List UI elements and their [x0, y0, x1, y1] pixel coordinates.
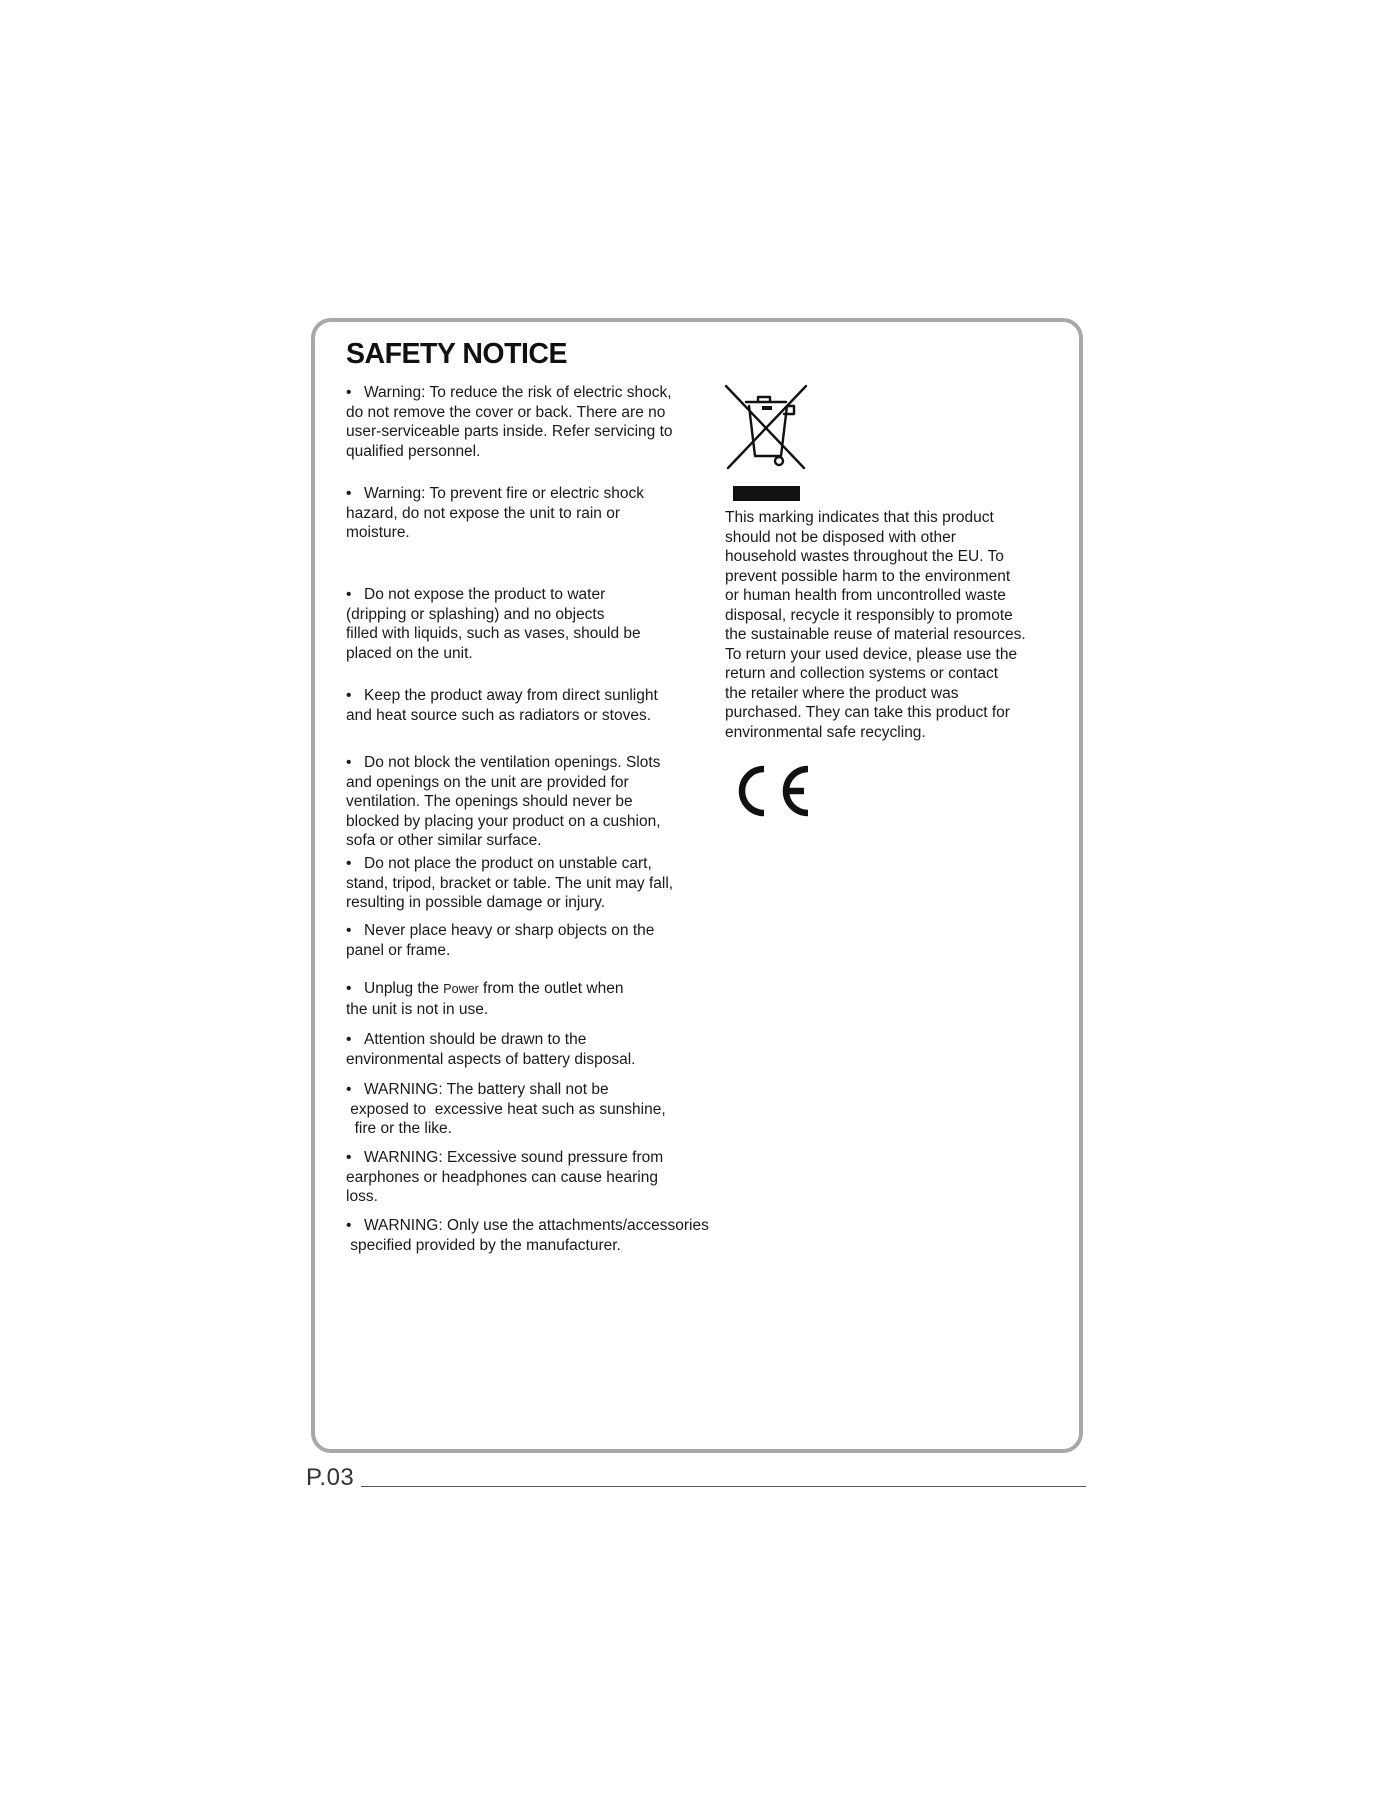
- weee-disposal-text: [725, 508, 1070, 742]
- page-number: P.03: [306, 1464, 355, 1491]
- notice-line: (dripping or splashing) and no objects: [346, 605, 605, 623]
- weee-text-line: the retailer where the product was: [725, 684, 959, 702]
- notice-line: • Never place heavy or sharp objects on the: [346, 922, 655, 939]
- weee-text-line: household wastes throughout the EU. To: [725, 548, 1004, 565]
- notice-item: [346, 1030, 766, 1069]
- crossed-out-wheelie-bin-icon: [724, 384, 808, 470]
- weee-text-line: the sustainable reuse of material resources.: [725, 626, 1026, 643]
- weee-text-line: disposal, recycle it responsibly to promote: [725, 606, 1013, 624]
- notice-item: [346, 854, 766, 913]
- bullet-icon: •: [346, 384, 352, 401]
- bullet-icon: •: [346, 1217, 352, 1234]
- notice-line: • Unplug the Power from the outlet when: [346, 980, 624, 997]
- notice-line: blocked by placing your product on a cushion,: [346, 812, 661, 830]
- notice-line: qualified personnel.: [346, 442, 481, 460]
- notice-item: [346, 1080, 766, 1139]
- notice-line: • WARNING: Only use the attachments/accessories: [346, 1217, 709, 1234]
- weee-text-line: To return your used device, please use the: [725, 645, 1018, 663]
- notice-line: filled with liquids, such as vases, should be: [346, 625, 641, 642]
- bullet-icon: •: [346, 1031, 352, 1048]
- bullet-icon: •: [346, 1149, 352, 1166]
- notice-item: [346, 753, 766, 851]
- notice-line: environmental aspects of battery disposal.: [346, 1050, 636, 1068]
- notice-line: moisture.: [346, 524, 410, 541]
- bullet-icon: •: [346, 922, 352, 939]
- notice-line: specified provided by the manufacturer.: [346, 1236, 621, 1254]
- notice-item: [346, 921, 766, 960]
- notice-line: the unit is not in use.: [346, 1000, 489, 1018]
- notice-line: • Do not expose the product to water: [346, 586, 606, 603]
- notice-line: • WARNING: Excessive sound pressure from: [346, 1149, 664, 1166]
- notice-line: • WARNING: The battery shall not be: [346, 1081, 609, 1098]
- footer-divider: [361, 1486, 1086, 1487]
- notice-line: user-serviceable parts inside. Refer servicing to: [346, 423, 673, 440]
- notice-item: [346, 1148, 766, 1207]
- bullet-icon: •: [346, 855, 352, 872]
- notice-line: earphones or headphones can cause hearing: [346, 1168, 658, 1186]
- bullet-icon: •: [346, 754, 352, 771]
- notice-line: exposed to excessive heat such as sunshine,: [346, 1100, 666, 1118]
- weee-text-line: should not be disposed with other: [725, 528, 956, 546]
- weee-text-line: prevent possible harm to the environment: [725, 567, 1011, 585]
- notice-line: • Attention should be drawn to the: [346, 1031, 587, 1048]
- notice-line: • Do not place the product on unstable cart,: [346, 855, 652, 872]
- ce-mark-icon: [734, 764, 812, 818]
- notice-line: panel or frame.: [346, 941, 451, 959]
- notice-line: hazard, do not expose the unit to rain or: [346, 504, 621, 522]
- notice-line: fire or the like.: [346, 1120, 452, 1137]
- notice-item: [346, 585, 766, 663]
- bullet-icon: •: [346, 1081, 352, 1098]
- bullet-icon: •: [346, 980, 352, 997]
- weee-marking-bar: [733, 486, 800, 501]
- bullet-icon: •: [346, 586, 352, 603]
- notice-line: resulting in possible damage or injury.: [346, 894, 606, 911]
- notice-line: and heat source such as radiators or stoves.: [346, 706, 651, 724]
- notice-line: • Warning: To reduce the risk of electric shock,: [346, 384, 672, 401]
- notice-item: [346, 979, 766, 1019]
- weee-text-line: environmental safe recycling.: [725, 723, 926, 741]
- notice-item: [346, 1216, 766, 1255]
- notice-line: ventilation. The openings should never be: [346, 793, 633, 810]
- notice-item: [346, 484, 766, 543]
- notice-item: [346, 686, 766, 725]
- weee-text-line: return and collection systems or contact: [725, 665, 999, 682]
- notice-line: and openings on the unit are provided for: [346, 773, 629, 791]
- weee-text-line: purchased. They can take this product for: [725, 704, 1010, 721]
- notice-line: do not remove the cover or back. There are no: [346, 403, 666, 421]
- notice-line: • Do not block the ventilation openings. Slots: [346, 754, 661, 771]
- bullet-icon: •: [346, 485, 352, 502]
- notice-line: placed on the unit.: [346, 644, 473, 662]
- notice-line: sofa or other similar surface.: [346, 832, 542, 849]
- notice-line: • Keep the product away from direct sunlight: [346, 687, 658, 704]
- notice-line: loss.: [346, 1188, 378, 1205]
- bullet-icon: •: [346, 687, 352, 704]
- notice-line: stand, tripod, bracket or table. The unit may fall,: [346, 874, 674, 892]
- power-word: Power: [443, 982, 479, 996]
- notice-item: [346, 383, 766, 461]
- weee-text-line: This marking indicates that this product: [725, 509, 994, 526]
- notice-line: • Warning: To prevent fire or electric shock: [346, 485, 644, 502]
- weee-text-line: or human health from uncontrolled waste: [725, 587, 1006, 604]
- page-title: SAFETY NOTICE: [346, 338, 567, 370]
